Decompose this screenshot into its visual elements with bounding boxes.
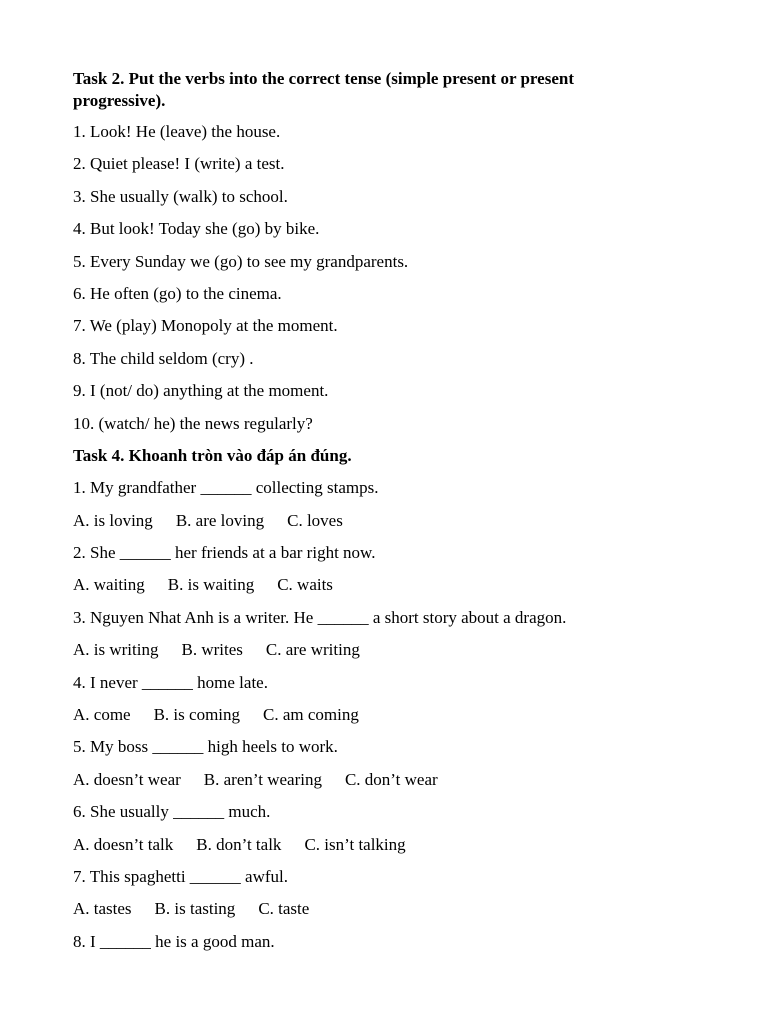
answer-option[interactable]: C. isn’t talking	[304, 834, 406, 854]
answer-option[interactable]: C. don’t wear	[344, 769, 438, 789]
answer-option[interactable]: A. come	[73, 705, 131, 725]
answer-option[interactable]: A. doesn’t wear	[73, 769, 181, 789]
task2-item: 7. We (play) Monopoly at the moment.	[73, 316, 338, 336]
answer-options	[73, 704, 633, 726]
task2-item: 1. Look! He (leave) the house.	[73, 122, 281, 141]
answer-option[interactable]: B. writes	[181, 640, 243, 660]
answer-option[interactable]: A. is writing	[73, 640, 159, 660]
question-text: 7. This spaghetti ______ awful.	[73, 866, 288, 886]
question-text: 2. She ______ her friends at a bar right now.	[73, 543, 376, 563]
answer-options	[73, 769, 633, 791]
answer-option[interactable]: C. am coming	[263, 705, 359, 725]
task2-item: 3. She usually (walk) to school.	[73, 186, 288, 206]
answer-option[interactable]: C. waits	[277, 575, 333, 595]
question-text: 8. I ______ he is a good man.	[73, 931, 275, 951]
answer-option[interactable]: B. don’t talk	[196, 834, 282, 854]
answer-option[interactable]: C. loves	[287, 510, 343, 530]
answer-option[interactable]: A. tastes	[73, 899, 132, 919]
answer-option[interactable]: B. is waiting	[167, 575, 255, 595]
question-text: 4. I never ______ home late.	[73, 672, 268, 692]
question-text: 5. My boss ______ high heels to work.	[73, 737, 338, 757]
question-text: 1. My grandfather ______ collecting stamps.	[73, 478, 379, 498]
task2-item: 8. The child seldom (cry) .	[73, 348, 254, 368]
answer-option[interactable]: B. aren’t wearing	[203, 769, 322, 789]
task2-heading: Task 2. Put the verbs into the correct tense (simple present or present progressive).	[73, 69, 574, 110]
answer-options	[73, 898, 633, 920]
question-text: 6. She usually ______ much.	[73, 802, 271, 822]
answer-option[interactable]: B. is coming	[153, 705, 241, 725]
answer-option[interactable]: A. waiting	[73, 575, 145, 595]
worksheet	[73, 68, 633, 963]
answer-option[interactable]: C. are writing	[265, 640, 360, 660]
answer-options	[73, 510, 633, 532]
answer-options	[73, 834, 633, 856]
answer-options	[73, 574, 633, 596]
answer-option[interactable]: B. is tasting	[154, 899, 236, 919]
task2-list	[73, 121, 633, 435]
answer-option[interactable]: A. is loving	[73, 510, 153, 530]
answer-option[interactable]: C. taste	[258, 899, 310, 919]
task2-item: 2. Quiet please! I (write) a test.	[73, 154, 285, 174]
answer-option[interactable]: B. are loving	[175, 510, 265, 530]
task2-item: 4. But look! Today she (go) by bike.	[73, 219, 320, 239]
task4-list	[73, 477, 633, 952]
question-text: 3. Nguyen Nhat Anh is a writer. He ______ a short story about a dragon.	[73, 607, 567, 627]
task4-heading: Task 4. Khoanh tròn vào đáp án đúng.	[73, 445, 352, 465]
task2-item: 6. He often (go) to the cinema.	[73, 283, 282, 303]
answer-option[interactable]: A. doesn’t talk	[73, 834, 174, 854]
answer-options	[73, 639, 633, 661]
task2-item: 5. Every Sunday we (go) to see my grandparents.	[73, 251, 409, 271]
task2-item: 10. (watch/ he) the news regularly?	[73, 413, 313, 433]
task2-item: 9. I (not/ do) anything at the moment.	[73, 381, 329, 401]
